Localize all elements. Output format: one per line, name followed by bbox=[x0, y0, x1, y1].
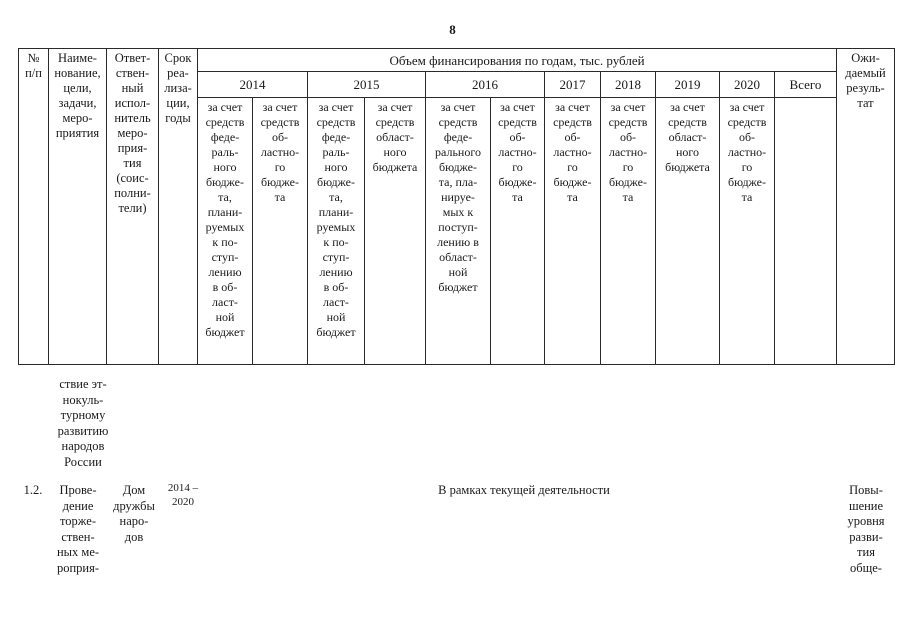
year-2019: 2019 bbox=[656, 72, 720, 98]
header-number: № п/п bbox=[19, 49, 49, 365]
row-term: 2014 – 2020 bbox=[167, 482, 199, 508]
header-name: Наиме- нование, цели, задачи, меро- приятия bbox=[49, 49, 107, 365]
source-2015-regional: за счет средств област- ного бюджета bbox=[365, 98, 426, 365]
page-number: 8 bbox=[449, 22, 456, 37]
year-total: Всего bbox=[775, 72, 837, 98]
source-2014-federal: за счет средств феде- раль- ного бюдже- та, плани- руемых к по- ступ- лению в об- ласт- ной бюджет bbox=[198, 98, 253, 365]
financing-table bbox=[18, 48, 895, 365]
source-2014-regional: за счет средств об- ластно- го бюдже- та bbox=[253, 98, 308, 365]
header-financing: Объем финансирования по годам, тыс. рублей bbox=[198, 49, 837, 72]
source-2020-regional: за счет средств об- ластно- го бюдже- та bbox=[720, 98, 775, 365]
source-2016-federal: за счет средств феде- рального бюдже- та, пла- нируе- мых к поступ- лению в област- ной бюджет bbox=[426, 98, 491, 365]
continuation-text: ствие эт- нокуль- турному развитию народов России bbox=[57, 377, 109, 469]
source-total bbox=[775, 98, 837, 365]
source-2015-federal: за счет средств феде- раль- ного бюдже- та, плани- руемых к по- ступ- лению в об- ласт- ной бюджет bbox=[308, 98, 365, 365]
header-executor: Ответ- ствен- ный испол- нитель меро- прия- тия (соис- полни- тели) bbox=[107, 49, 159, 365]
source-2016-regional: за счет средств об- ластно- го бюдже- та bbox=[491, 98, 545, 365]
year-2017: 2017 bbox=[545, 72, 601, 98]
header-term: Срок реа- лиза- ции, годы bbox=[159, 49, 198, 365]
year-2014: 2014 bbox=[198, 72, 308, 98]
header-result: Ожи- даемый резуль- тат bbox=[837, 49, 895, 365]
row-financing: В рамках текущей деятельности bbox=[438, 483, 610, 497]
row-executor: Дом дружбы наро- дов bbox=[113, 483, 155, 544]
year-2018: 2018 bbox=[601, 72, 656, 98]
source-2017-regional: за счет средств об- ластно- го бюдже- та bbox=[545, 98, 601, 365]
row-result: Повы- шение уровня разви- тия обще- bbox=[847, 483, 885, 575]
source-2018-regional: за счет средств об- ластно- го бюдже- та bbox=[601, 98, 656, 365]
year-2015: 2015 bbox=[308, 72, 426, 98]
year-2020: 2020 bbox=[720, 72, 775, 98]
row-name: Прове- дение торже- ствен- ных ме- роприя- bbox=[56, 483, 100, 575]
source-2019-regional: за счет средств област- ного бюджета bbox=[656, 98, 720, 365]
year-2016: 2016 bbox=[426, 72, 545, 98]
row-number: 1.2. bbox=[23, 483, 43, 497]
